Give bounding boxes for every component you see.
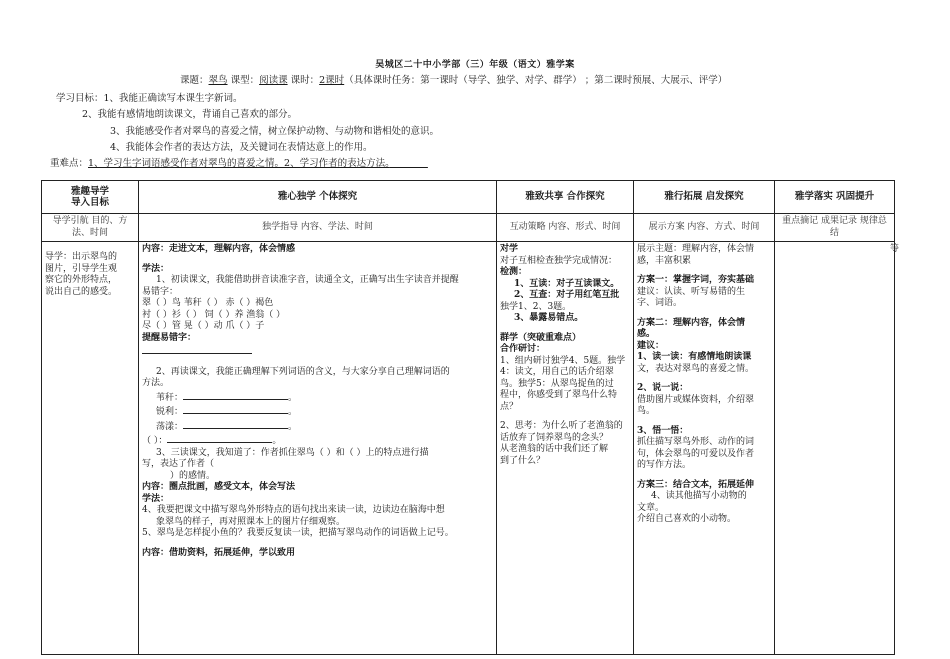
- group-item-1-line: 4：读文，用自己的话介绍翠: [500, 367, 614, 377]
- word-row: 苇秆： 。: [142, 390, 493, 405]
- type-label: 课型：: [230, 75, 260, 86]
- key-points-text: 1、学习生字词语感受作者对翠鸟的喜爱之情。2、学习作者的表达方法。: [88, 158, 390, 169]
- header-col-1: 雅趣导学 导入目标: [42, 181, 139, 214]
- think-item: 3、悟一悟：: [637, 425, 689, 436]
- header-col-3: 雅致共享 合作探究: [497, 181, 634, 214]
- key-points: [50, 155, 428, 169]
- plan-1-line: 字、词语。: [637, 298, 683, 308]
- self-study-cell: [139, 242, 497, 655]
- subheader-col-4: 展示方案 内容、方式、时间: [634, 214, 775, 242]
- header-row: [42, 181, 895, 214]
- pair-study-desc: 对子互相检查独学完成情况：: [500, 255, 618, 266]
- group-item-2-line: 从老渔翁的话中我们还了解: [500, 444, 609, 454]
- speak-item-cont: 鸟。: [637, 406, 656, 416]
- extend-cell: [634, 242, 775, 655]
- content-heading-3: 内容：借助资料，拓展延伸，学以致用: [142, 547, 296, 558]
- word-row: 锐利： 。: [142, 404, 493, 419]
- theme-line: 展示主题：理解内容，体会情: [637, 244, 755, 254]
- group-item-1-line: 鸟。独学5：从翠鸟捉鱼的过: [500, 378, 614, 389]
- speak-item: 2、说一说：: [637, 383, 689, 393]
- think-item-cont: 的写作方法。: [637, 460, 692, 470]
- remind-blank[interactable]: [142, 344, 252, 354]
- subheader-row: [42, 214, 895, 242]
- hours-label: 课时：: [290, 75, 320, 86]
- word-row: （ ）： 。: [142, 433, 493, 448]
- page-title: 吴城区二十中小学部（三）年级（语文）雅学案: [375, 60, 575, 70]
- word-blank[interactable]: [167, 433, 272, 443]
- group-item-1-line: 程中，你感受到了翠鸟什么特: [500, 390, 618, 400]
- objective-4: 4、我能体会作者的表达方法，及关键词在表情达意上的作用。: [110, 142, 373, 153]
- lesson-label: 课题：: [180, 75, 209, 86]
- method-heading: 学法：: [142, 263, 170, 274]
- step-2-text: 2、再读课文，我能正确理解下列词语的含义，与大家分享自己理解词语的: [156, 366, 450, 377]
- subheader-col-5: 重点摘记 成果记录 规律总结: [775, 214, 895, 242]
- theme-line: 感，丰富积累: [637, 255, 692, 266]
- plan-3-heading: 方案三：结合文本，拓展延伸: [637, 479, 755, 490]
- summary-cell: [775, 242, 899, 655]
- step-3-text-end: ）的感情。: [170, 470, 216, 481]
- speak-item-cont: 借助图片或媒体资料，介绍翠: [637, 394, 755, 405]
- coop-heading: 合作研讨：: [500, 344, 546, 354]
- group-item-2-line: 话放弃了饲养翠鸟的念头？: [500, 432, 609, 443]
- header-col-5: 雅学落实 巩固提升: [775, 181, 895, 214]
- plan-1-line: 建议：认读、听写易错的生: [637, 286, 746, 297]
- objectives-label: 学习目标：: [56, 93, 104, 104]
- step-4-text-cont: 象翠鸟的样子，再对照课本上的图片仔细观察。: [156, 516, 346, 527]
- check-item-2: 2、互查：对子用红笔互批: [514, 290, 620, 300]
- guide-line: 说出自己的感受。: [45, 286, 118, 297]
- plan-3-line: 文章。: [637, 502, 665, 513]
- step-4-text: 4、我要把课文中描写翠鸟外形特点的语句找出来读一读，边读边在脑海中想: [142, 505, 445, 515]
- lesson-name: 翠鸟: [208, 75, 228, 86]
- check-item-2-cont: 独学1、2、3题。: [500, 301, 572, 312]
- pair-study-heading: 对学: [500, 244, 519, 254]
- method-heading-2: 学法：: [142, 493, 170, 504]
- plan-3-line: 4、读其他描写小动物的: [651, 491, 747, 501]
- remind-label: 提醒易错字：: [142, 332, 197, 343]
- plan-2-heading: 方案二：理解内容，体会情: [637, 317, 746, 328]
- word-row: 荡漾： 。: [142, 419, 493, 434]
- plan-2-heading-cont: 感。: [637, 329, 656, 339]
- objective-3: 3、我能感受作者对翠鸟的喜爱之情，树立保护动物、与动物和谐相处的意识。: [110, 126, 440, 137]
- header-col-4: 雅行拓展 启发探究: [634, 181, 775, 214]
- subheader-col-2: 独学指导 内容、学法、时间: [139, 214, 497, 242]
- word-blank[interactable]: [183, 404, 288, 414]
- plan-2-suggest: 建议：: [637, 340, 665, 351]
- check-heading: 检测：: [500, 267, 528, 277]
- group-item-2-line: 2、思考：为什么听了老渔翁的: [500, 421, 623, 431]
- objective-2: 2、我能有感情地朗读课文，背诵自己喜欢的部分。: [82, 109, 298, 120]
- guide-cell: [42, 242, 139, 655]
- word-blank[interactable]: [183, 390, 288, 400]
- check-item-1: 1、互读：对子互读课文。: [514, 278, 620, 289]
- lesson-meta-line: [180, 72, 727, 86]
- step-2-text-cont: 方法。: [142, 378, 170, 388]
- guide-line: 察它的外形特点，: [45, 275, 118, 285]
- char-pinyin-row: 翠（ ）鸟 苇秆（ ） 赤（ ）褐色: [142, 298, 274, 308]
- check-item-3: 3、暴露易错点。: [514, 313, 584, 323]
- char-pinyin-row: 衬（ ）衫（ ） 饲（ ）养 渔翁（ ）: [142, 309, 286, 320]
- lesson-tasks: （具体课时任务：第一课时（导学、独学、对学、群学） ；第二课时预展、大展示、评学）: [344, 75, 728, 86]
- char-pinyin-row: 尽（ ）管 晃（ ）动 爪（ ）子: [142, 321, 265, 331]
- step-5-text: 5、翠鸟是怎样捉小鱼的？我要反复读一读，把描写翠鸟动作的词语做上记号。: [142, 528, 454, 538]
- lesson-hours: 2课时: [319, 75, 345, 86]
- plan-1-heading: 方案一：掌握字词，夯实基础: [637, 275, 755, 285]
- step-3-text-cont: 写，表达了作者（: [142, 459, 215, 469]
- group-item-1-line: 点？: [500, 401, 519, 412]
- header-col-2: 雅心独学 个体探究: [139, 181, 497, 214]
- subheader-col-3: 互动策略 内容、形式、时间: [497, 214, 634, 242]
- group-item-1-line: 1、组内研讨独学4、5题。独学: [500, 355, 626, 366]
- word-blank[interactable]: [183, 419, 288, 429]
- group-study-heading: 群学（突破重难点）: [500, 332, 582, 343]
- objective-text: 1、我能正确读写本课生字新词。: [103, 93, 243, 104]
- summary-overflow-char: 等: [889, 244, 899, 254]
- think-item-cont: 句，体会翠鸟的可爱以及作者: [637, 448, 755, 459]
- step-1-text: 1、初读课文，我能借助拼音读准字音，读通全文，正确写出生字读音并提醒: [156, 275, 459, 285]
- think-item-cont: 抓住描写翠鸟外形、动作的词: [637, 437, 755, 447]
- plan-3-line: 介绍自己喜欢的小动物。: [637, 514, 737, 524]
- learning-plan-table: [41, 180, 899, 655]
- cooperate-cell: [497, 242, 634, 655]
- objective-1: [56, 90, 243, 104]
- group-item-2-line: 到了什么？: [500, 455, 546, 466]
- content-heading-2: 内容：圈点批画，感受文本，体会写法: [142, 482, 296, 492]
- step-3-text: 3、三读课文，我知道了：作者抓住翠鸟（ ）和（ ）上的特点进行描: [156, 447, 429, 458]
- guide-line: 导学：出示翠鸟的: [45, 252, 118, 262]
- subheader-col-1: 导学引航 目的、方法、时间: [42, 214, 139, 242]
- key-points-label: 重难点：: [50, 158, 89, 169]
- content-row: [42, 242, 895, 655]
- guide-line: 图片，引导学生观: [45, 263, 118, 274]
- lesson-type: 阅读课: [259, 75, 288, 86]
- read-item-cont: 文，表达对翠鸟的喜爱之情。: [637, 363, 755, 374]
- content-heading: 内容：走进文本，理解内容，体会情感: [142, 244, 296, 254]
- step-1-text-cont: 易错字：: [142, 286, 179, 297]
- read-item: 1、读一读：有感情地朗读课: [637, 352, 752, 362]
